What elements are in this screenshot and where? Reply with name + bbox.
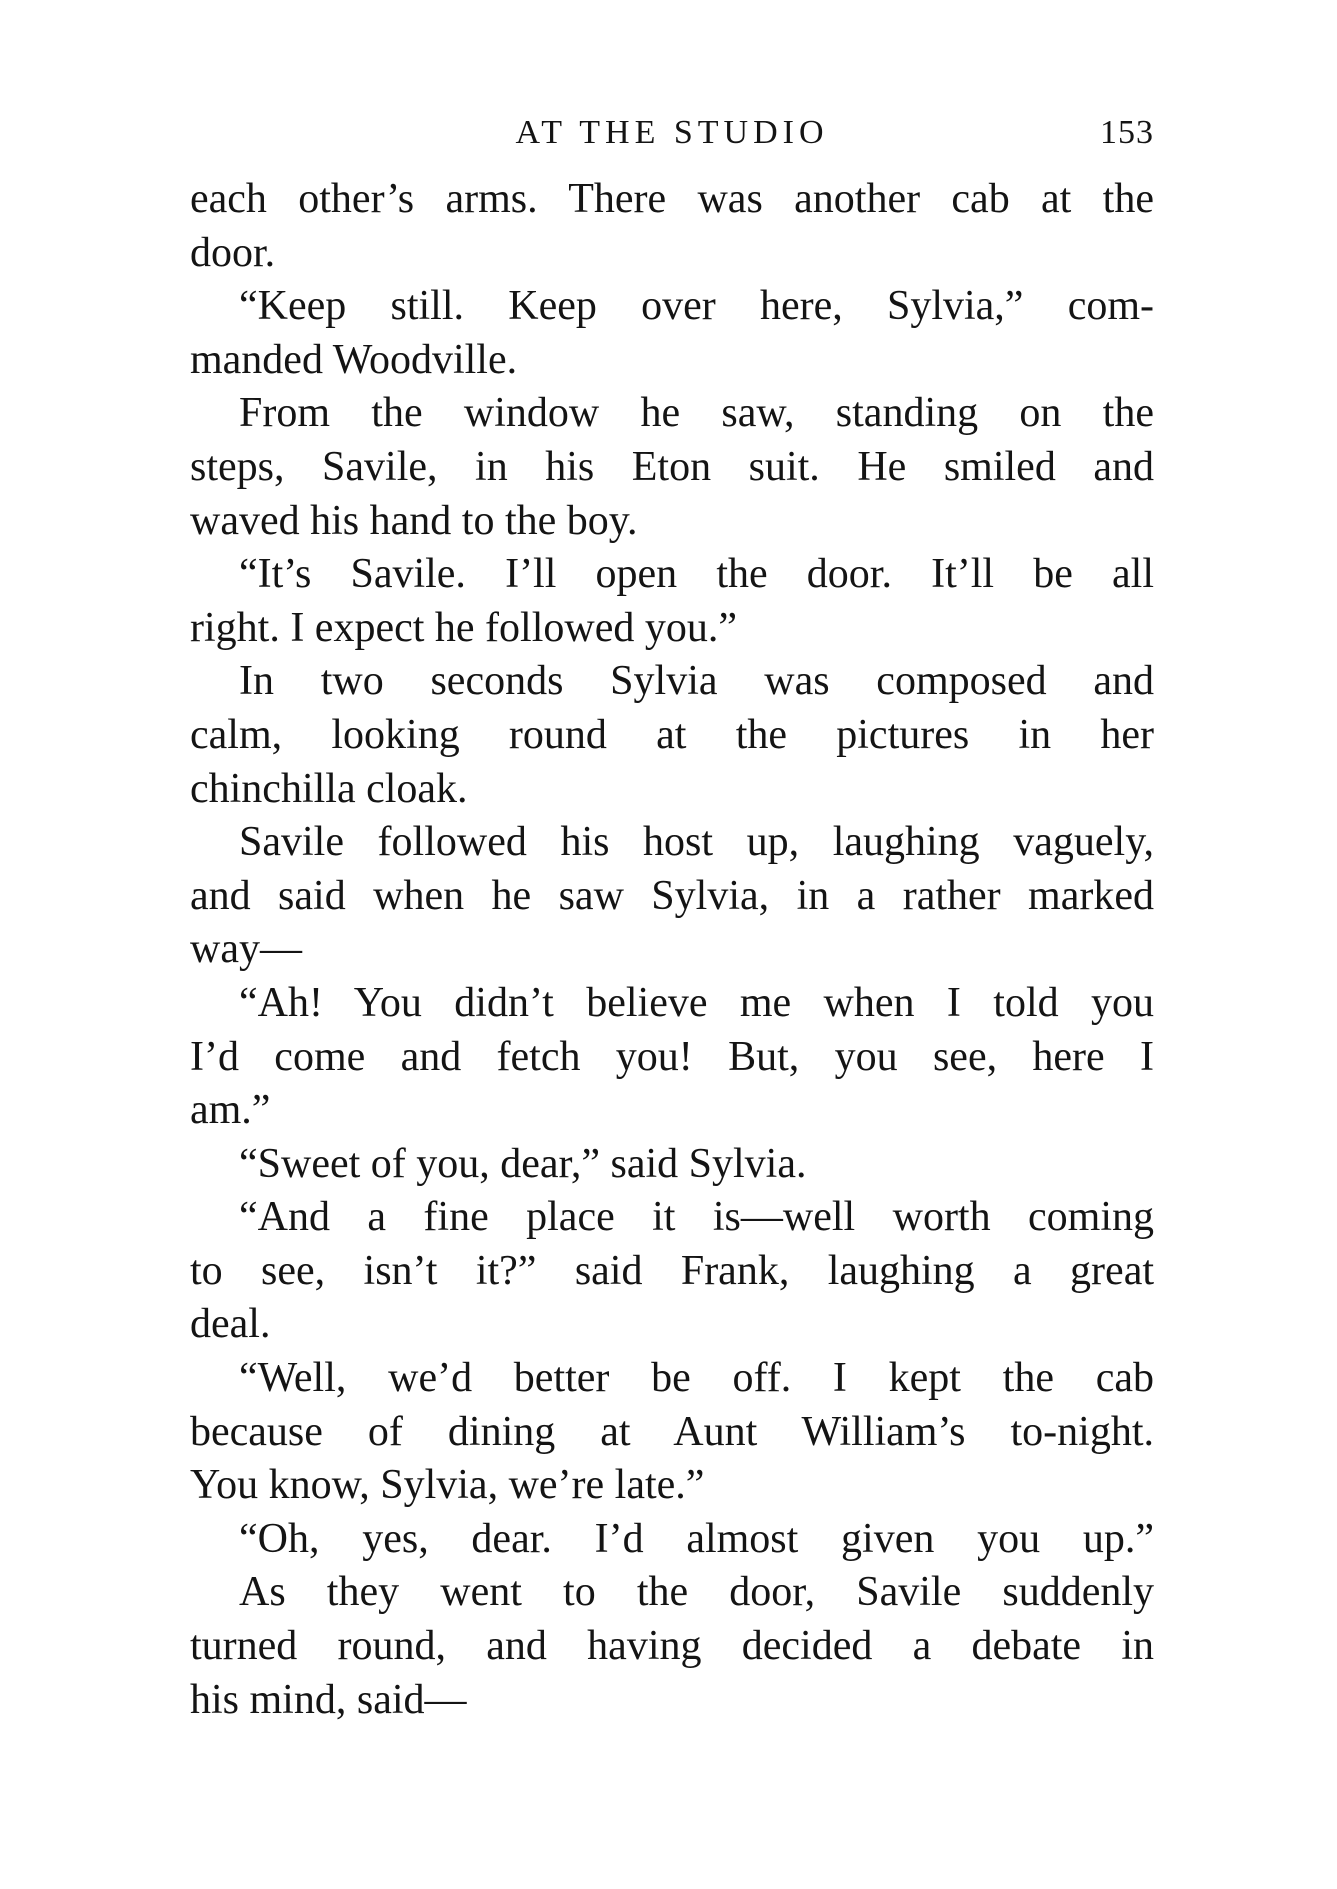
text-line: calm, looking round at the pictures in her bbox=[190, 711, 1154, 758]
text-line: am.” bbox=[190, 1087, 271, 1134]
text-line: deal. bbox=[190, 1301, 271, 1348]
text-line: From the window he saw, standing on the bbox=[239, 390, 1154, 437]
text-line: “Sweet of you, dear,” said Sylvia. bbox=[239, 1140, 807, 1187]
text-line: You know, Sylvia, we’re late.” bbox=[190, 1462, 705, 1509]
text-line: “Oh, yes, dear. I’d almost given you up.” bbox=[239, 1515, 1154, 1562]
text-line: each other’s arms. There was another cab at the bbox=[190, 176, 1154, 222]
text-line: steps, Savile, in his Eton suit. He smiled and bbox=[190, 443, 1154, 490]
running-head bbox=[190, 108, 1154, 158]
body-text bbox=[190, 173, 1154, 1727]
text-line: right. I expect he followed you.” bbox=[190, 604, 737, 651]
running-title: AT THE STUDIO bbox=[515, 114, 829, 151]
text-line: “It’s Savile. I’ll open the door. It’ll be all bbox=[239, 551, 1154, 598]
text-line: “Ah! You didn’t believe me when I told you bbox=[239, 979, 1154, 1026]
text-line: turned round, and having decided a debate in bbox=[190, 1623, 1154, 1670]
text-line: chinchilla cloak. bbox=[190, 765, 468, 812]
text-line: “And a fine place it is—well worth coming bbox=[239, 1194, 1154, 1241]
text-line: way— bbox=[190, 926, 302, 973]
text-line: Savile followed his host up, laughing vaguely, bbox=[239, 819, 1154, 866]
text-line: “Well, we’d better be off. I kept the cab bbox=[239, 1355, 1154, 1402]
text-line: “Keep still. Keep over here, Sylvia,” com- bbox=[239, 283, 1154, 330]
text-line: because of dining at Aunt William’s to-night. bbox=[190, 1408, 1154, 1455]
text-line: door. bbox=[190, 229, 276, 276]
text-line: manded Woodville. bbox=[190, 336, 518, 383]
text-line: to see, isn’t it?” said Frank, laughing a great bbox=[190, 1247, 1154, 1294]
text-line: waved his hand to the boy. bbox=[190, 497, 638, 544]
page-number: 153 bbox=[1100, 114, 1154, 151]
text-line: In two seconds Sylvia was composed and bbox=[239, 658, 1154, 705]
text-line: his mind, said— bbox=[190, 1676, 467, 1723]
text-line: I’d come and fetch you! But, you see, here I bbox=[190, 1033, 1154, 1080]
text-line: and said when he saw Sylvia, in a rather marked bbox=[190, 872, 1154, 919]
text-line: As they went to the door, Savile suddenly bbox=[239, 1569, 1154, 1616]
